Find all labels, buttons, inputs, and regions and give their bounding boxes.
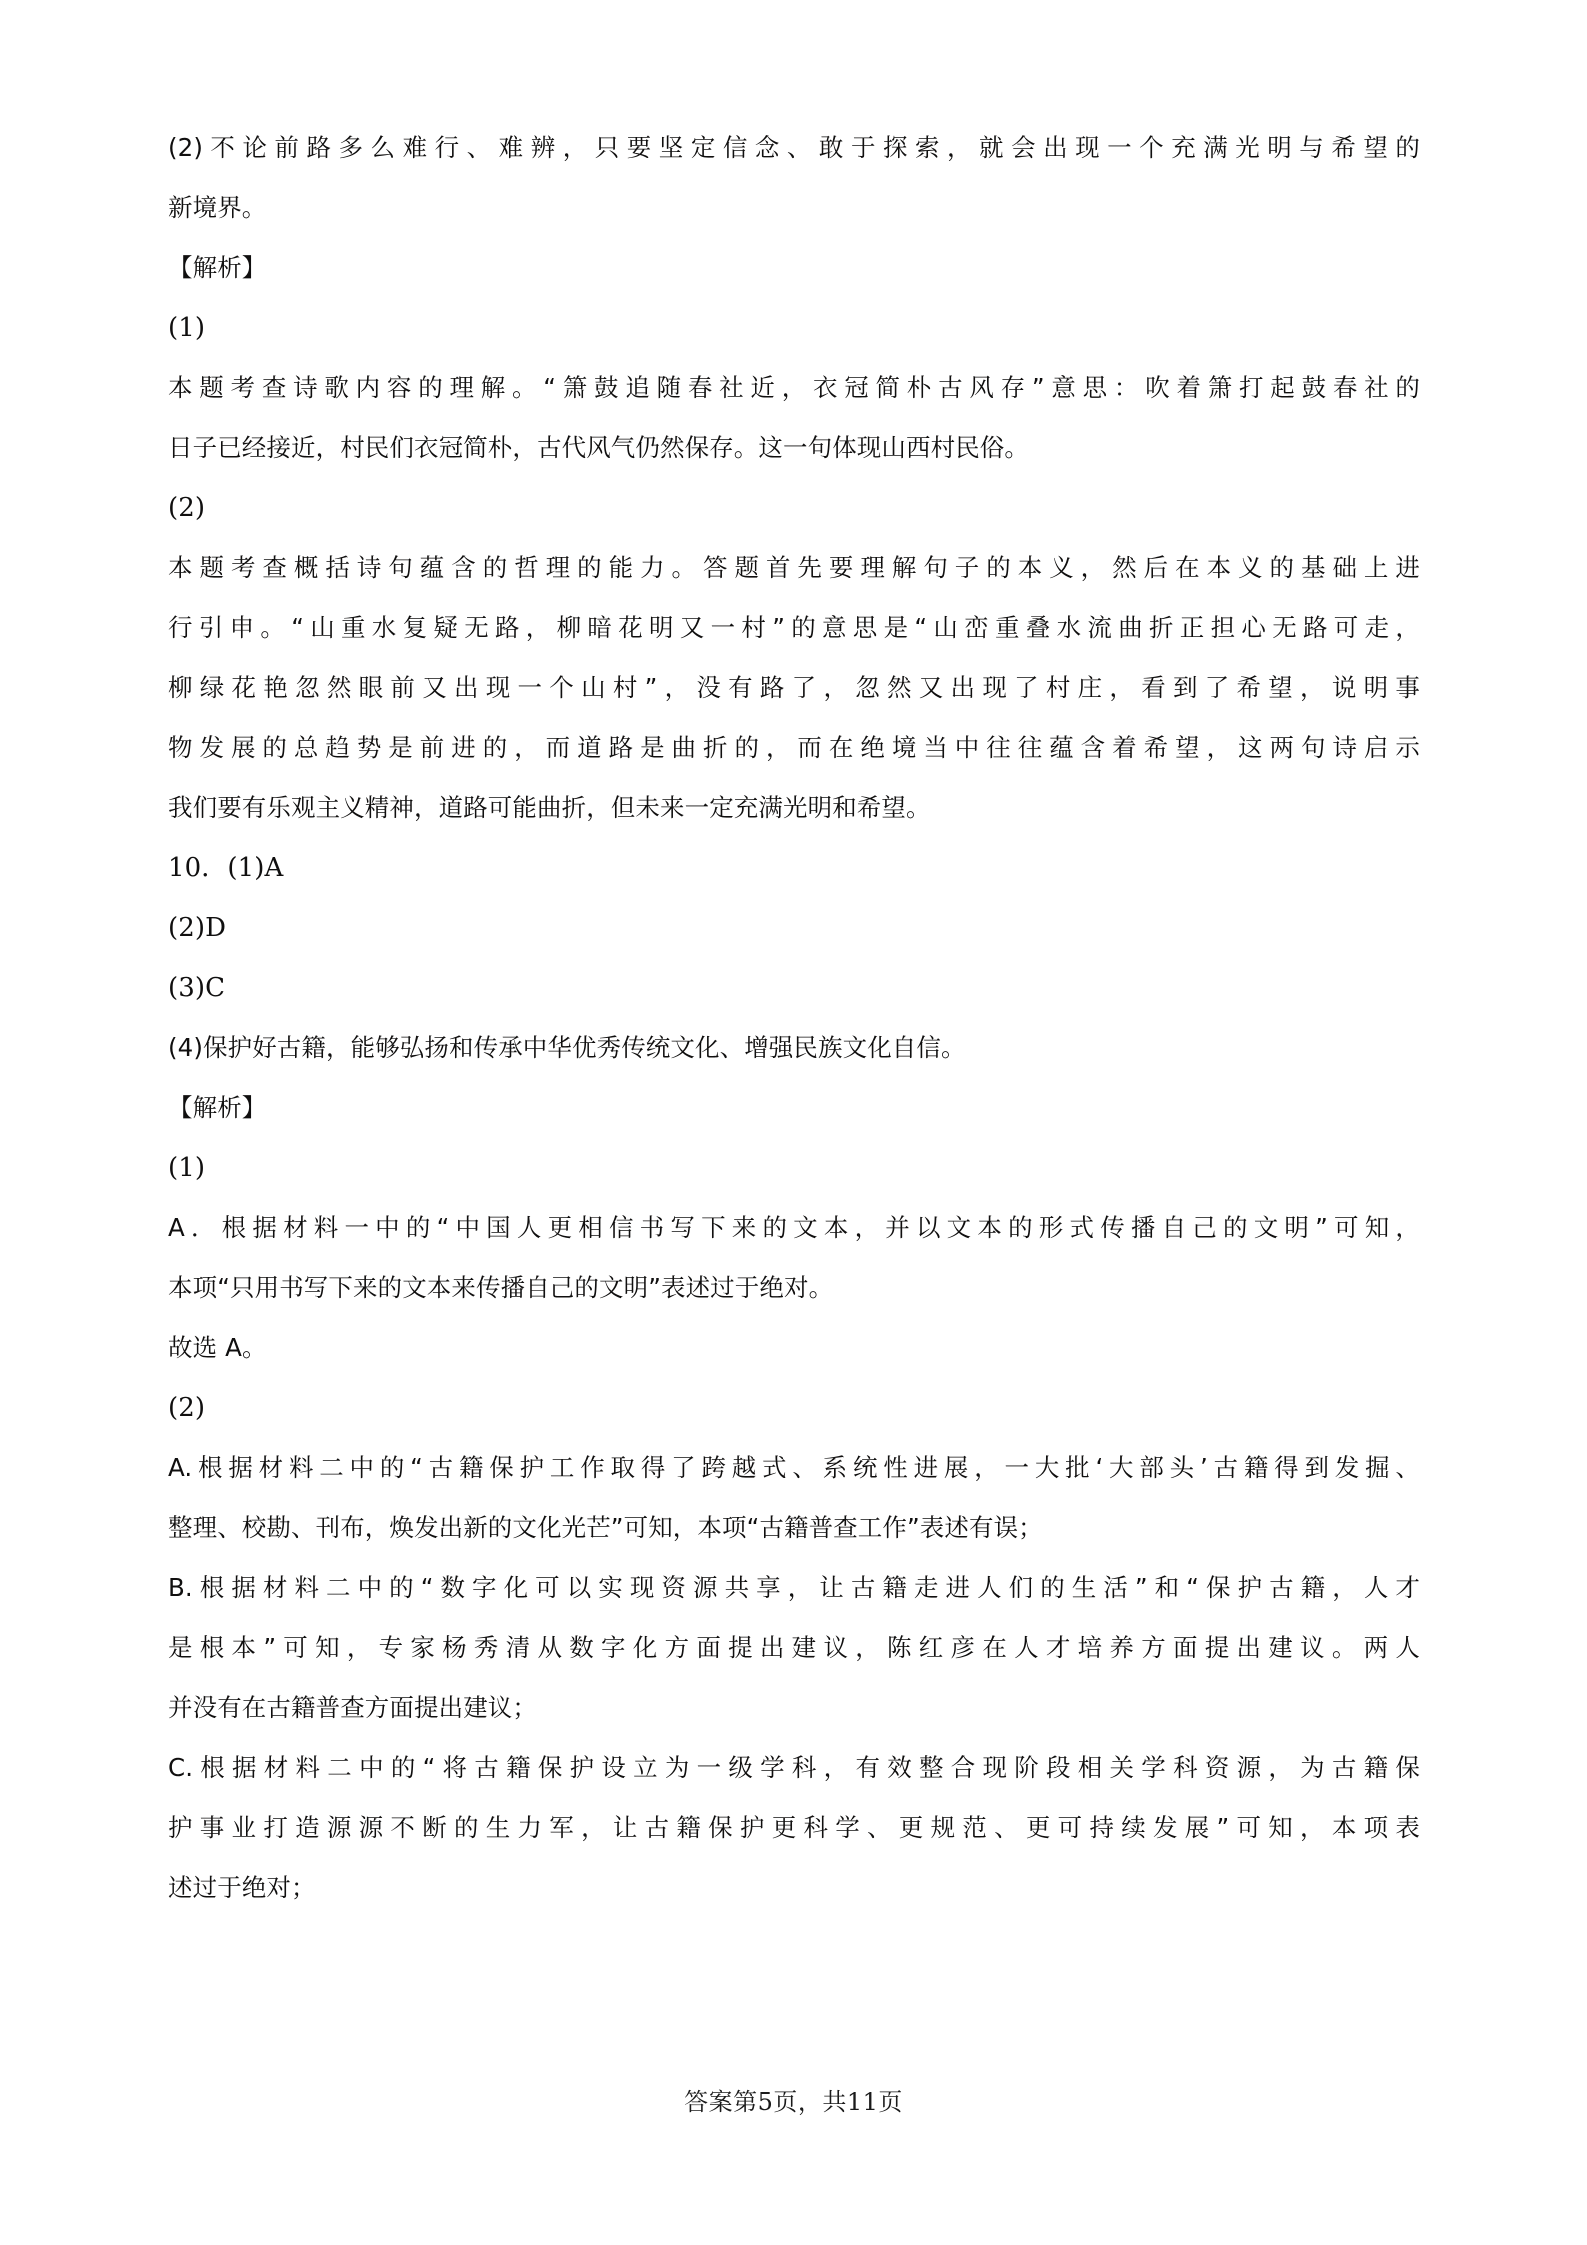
analysis-line: 行引申。“山重水复疑无路，柳暗花明又一村”的意思是“山峦重叠水流曲折正担心无路可走， xyxy=(168,613,1420,642)
analysis-line: 故选 A。 xyxy=(168,1333,267,1362)
analysis-line: 护事业打造源源不断的生力军，让古籍保护更科学、更规范、更可持续发展”可知，本项表 xyxy=(168,1813,1420,1842)
analysis-line: C.根据材料二中的“将古籍保护设立为一级学科，有效整合现阶段相关学科资源，为古籍保 xyxy=(168,1753,1420,1782)
analysis-item-label: (2) xyxy=(168,493,206,523)
page-footer: 答案第5页，共11页 xyxy=(684,2088,903,2116)
analysis-line: 本题考查诗歌内容的理解。“箫鼓追随春社近，衣冠简朴古风存”意思：吹着箫打起鼓春社的 xyxy=(168,373,1420,402)
analysis-line: 柳绿花艳忽然眼前又出现一个山村”，没有路了，忽然又出现了村庄，看到了希望，说明事 xyxy=(168,673,1420,702)
analysis-line: 物发展的总趋势是前进的，而道路是曲折的，而在绝境当中往往蕴含着希望，这两句诗启示 xyxy=(168,733,1420,762)
analysis-line: 并没有在古籍普查方面提出建议； xyxy=(168,1693,537,1722)
analysis-line: A.根据材料二中的“古籍保护工作取得了跨越式、系统性进展，一大批‘大部头’古籍得到发掘、 xyxy=(168,1453,1420,1482)
analysis-line: 本题考查概括诗句蕴含的哲理的能力。答题首先要理解句子的本义，然后在本义的基础上进 xyxy=(168,553,1420,582)
analysis-line: 日子已经接近，村民们衣冠简朴，古代风气仍然保存。这一句体现山西村民俗。 xyxy=(168,433,1029,462)
analysis-line: 述过于绝对； xyxy=(168,1873,316,1902)
question-number-10: 10．(1)A xyxy=(168,853,284,883)
analysis-line: A．根据材料一中的“中国人更相信书写下来的文本，并以文本的形式传播自己的文明”可知， xyxy=(168,1213,1420,1242)
analysis-item-label: (2) xyxy=(168,1393,206,1423)
answer-line: 新境界。 xyxy=(168,193,267,222)
analysis-item-label: (1) xyxy=(168,313,206,343)
analysis-heading: 【解析】 xyxy=(168,253,267,282)
analysis-line: B.根据材料二中的“数字化可以实现资源共享，让古籍走进人们的生活”和“保护古籍，人才 xyxy=(168,1573,1420,1602)
page-content xyxy=(168,118,1420,1918)
analysis-line: 本项“只用书写下来的文本来传播自己的文明”表述过于绝对。 xyxy=(168,1273,834,1302)
analysis-item-label: (1) xyxy=(168,1153,206,1183)
analysis-line: 我们要有乐观主义精神，道路可能曲折，但未来一定充满光明和希望。 xyxy=(168,793,931,822)
analysis-line: 整理、校勘、刊布，焕发出新的文化光芒”可知，本项“古籍普查工作”表述有误； xyxy=(168,1513,1043,1542)
analysis-heading: 【解析】 xyxy=(168,1093,267,1122)
analysis-line: 是根本”可知，专家杨秀清从数字化方面提出建议，陈红彦在人才培养方面提出建议。两人 xyxy=(168,1633,1420,1662)
answer-line: (3)C xyxy=(168,973,226,1003)
answer-line: (4)保护好古籍，能够弘扬和传承中华优秀传统文化、增强民族文化自信。 xyxy=(168,1033,966,1062)
answer-line: (2)不论前路多么难行、难辨，只要坚定信念、敢于探索，就会出现一个充满光明与希望的 xyxy=(168,133,1420,162)
answer-line: (2)D xyxy=(168,913,227,943)
